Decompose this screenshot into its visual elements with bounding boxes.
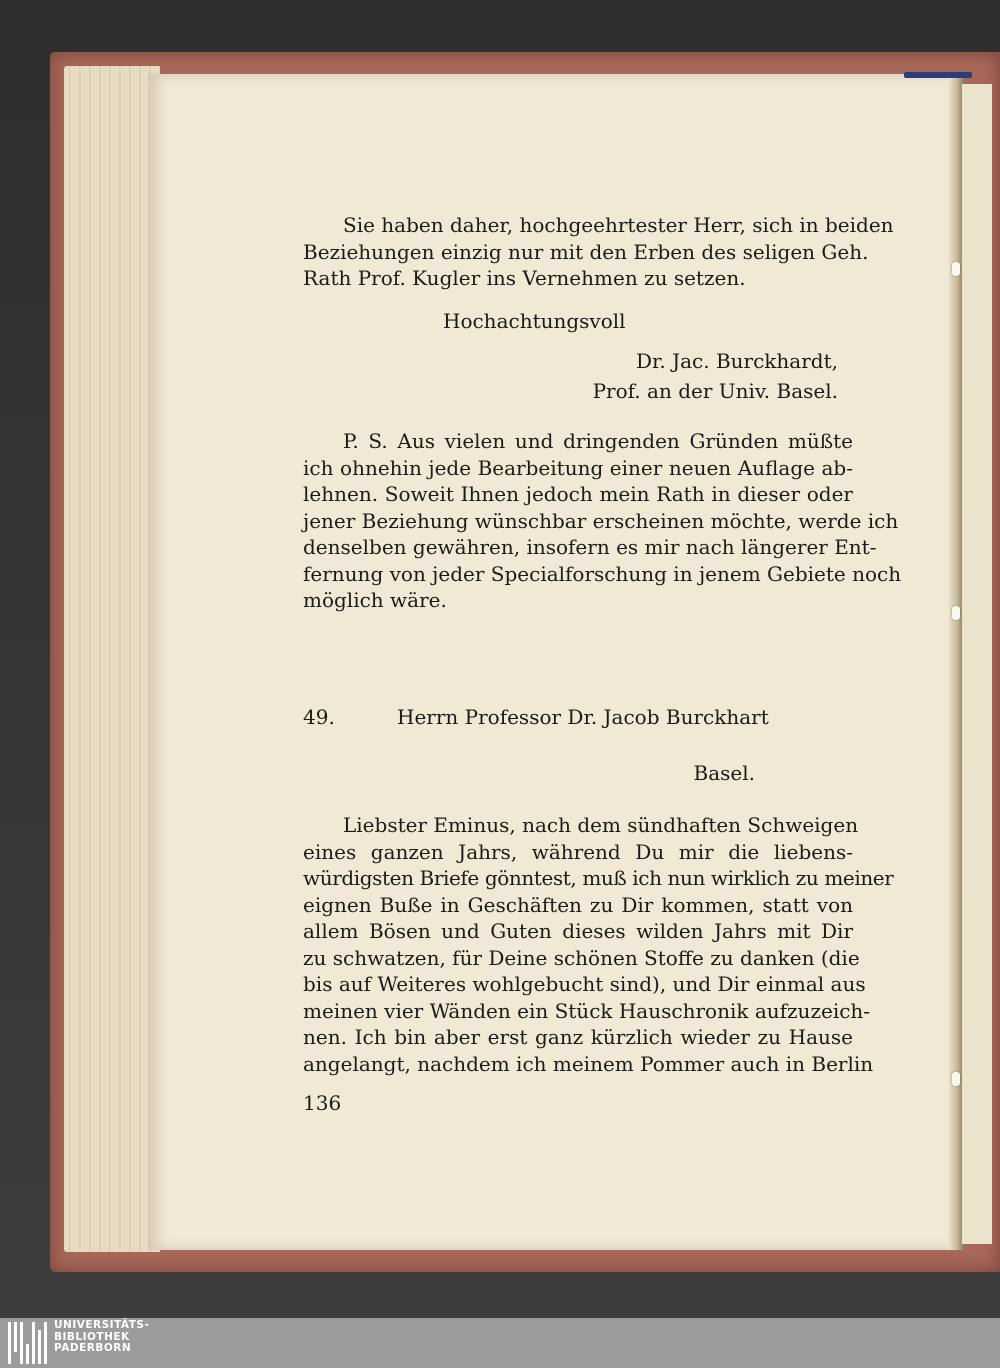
facing-page-edge	[962, 84, 992, 1244]
binding-stitch	[952, 606, 960, 620]
page-number: 136	[303, 1091, 342, 1115]
text-line: würdigsten Briefe gönntest, muß ich nun wirklich zu meiner	[303, 866, 894, 890]
library-footer-bar	[0, 1318, 1000, 1368]
bookmark-ribbon	[904, 72, 972, 78]
text-line: möglich wäre.	[303, 588, 447, 612]
letter-address: Herrn Professor Dr. Jacob Burckhart	[397, 705, 769, 729]
logo-line: UNIVERSITÄTS-	[54, 1319, 150, 1331]
text-line: eines ganzen Jahrs, während Du mir die liebens-	[303, 839, 853, 864]
text-line: eignen Buße in Geschäften zu Dir kommen, statt von	[303, 892, 853, 917]
text-line: meinen vier Wänden ein Stück Hauschronik aufzuzeich-	[303, 998, 871, 1023]
text-line: denselben gewähren, insofern es mir nach längerer Ent-	[303, 535, 877, 559]
binding-stitch	[952, 262, 960, 276]
letter-body	[303, 812, 894, 1077]
logo-line: PADERBORN	[54, 1342, 132, 1354]
text-line: Liebster Eminus, nach dem sündhaften Schweigen	[343, 813, 859, 837]
text-line: allem Bösen und Guten dieses wilden Jahrs mit Dir	[303, 919, 853, 943]
text-line: Rath Prof. Kugler ins Vernehmen zu setzen.	[303, 266, 746, 290]
text-line: bis auf Weiteres wohlgebucht sind), und Dir einmal aus	[303, 972, 866, 996]
text-line: ich ohnehin jede Bearbeitung einer neuen Auflage ab-	[303, 455, 853, 480]
closing-paragraph	[303, 212, 894, 292]
library-logo-text	[54, 1320, 149, 1355]
text-line: Beziehungen einzig nur mit den Erben des seligen Geh.	[303, 239, 869, 264]
text-line: jener Beziehung wünschbar erscheinen möchte, werde ich	[303, 508, 899, 533]
signature-name: Dr. Jac. Burckhardt,	[636, 349, 838, 373]
text-line: P. S. Aus vielen und dringenden Gründen müßte	[343, 429, 853, 453]
page-block-edges	[64, 66, 160, 1252]
letter-number: 49.	[303, 705, 335, 729]
closing-salutation: Hochachtungsvoll	[443, 309, 626, 333]
logo-line: BIBLIOTHEK	[54, 1330, 130, 1343]
text-line: Sie haben daher, hochgeehrtester Herr, sich in beiden	[343, 213, 894, 237]
library-logo-icon	[8, 1322, 48, 1364]
text-line: lehnen. Soweit Ihnen jedoch mein Rath in dieser oder	[303, 482, 853, 506]
postscript-paragraph	[303, 428, 902, 614]
text-line: angelangt, nachdem ich meinem Pommer auch in Berlin	[303, 1051, 874, 1076]
text-line: fernung von jeder Specialforschung in jenem Gebiete noch	[303, 561, 902, 586]
binding-stitch	[952, 1072, 960, 1086]
text-line: zu schwatzen, für Deine schönen Stoffe zu danken (die	[303, 945, 860, 970]
text-line: nen. Ich bin aber erst ganz kürzlich wieder zu Hause	[303, 1025, 853, 1049]
letter-place: Basel.	[693, 761, 755, 785]
signature-title: Prof. an der Univ. Basel.	[592, 379, 838, 403]
